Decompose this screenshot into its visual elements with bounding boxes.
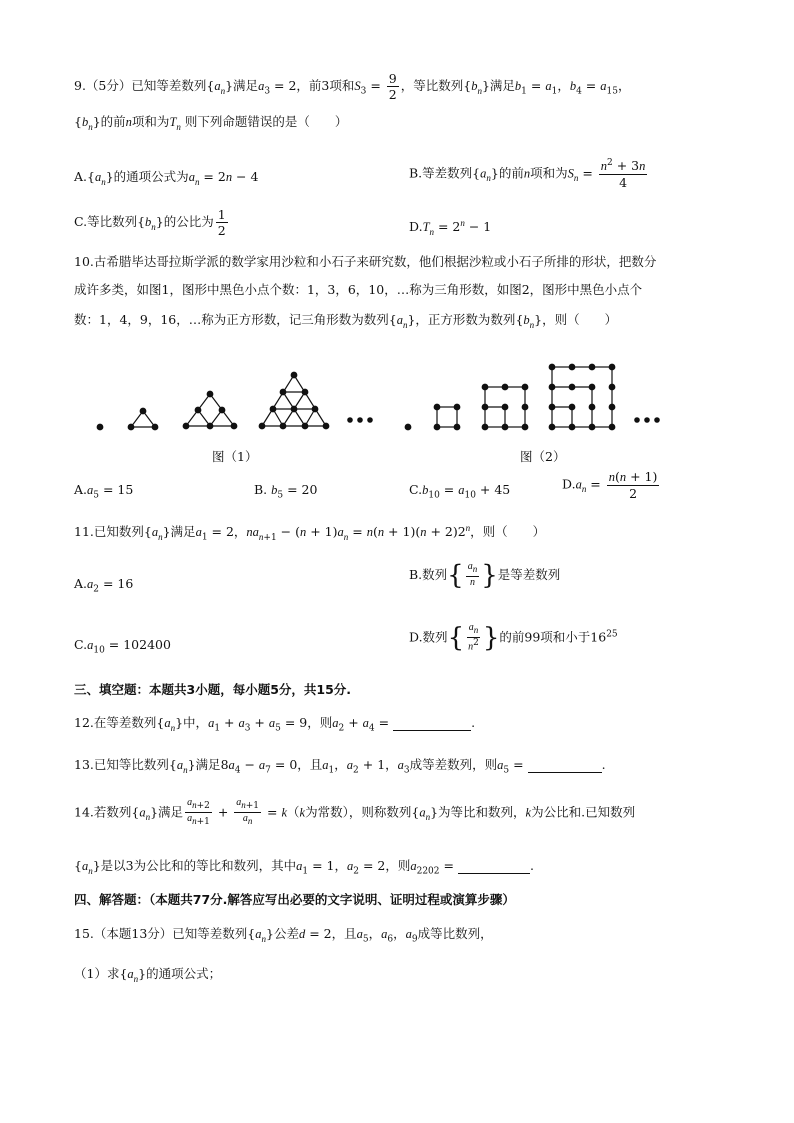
q11-line1: 11.已知数列$\{a_n\}$满足$a_1 = 2$，$na_{n+1} - (n + 1)a_n = n(n + 1)(n + 2)2^n$，则（ ） [74,523,546,543]
ellipsis-dots-2 [635,418,659,422]
q9-option-a: $A.\{a_n\}$的通项公式为$a_n = 2n - 4$ [74,169,259,187]
q10-option-a: $A.a_5 = 15$ [74,482,134,501]
q9-option-b: B.等差数列$\{a_n\}$的前n项和为$S_n$ = $\frac{n^2 + 3n}{4}$ [409,158,646,191]
square-1 [405,424,411,430]
ellipsis-dots-1 [348,418,372,422]
q15-line1: 15.（本题13分）已知等差数列$\{a_n\}$公差d = 2，且$a_5$，$a_6$，$a_9$成等比数列， [74,926,493,945]
q10-line3: 数：1，4，9，16，…称为正方形数，记三角形数为数列$\{a_n\}$，正方形数为数列$\{b_n\}$，则（ ） [74,312,618,330]
q9-option-c: C.等比数列$\{b_n\}$的公比为 $\frac{1}{2}$ [74,207,226,239]
triangle-6-dots [183,391,237,429]
q15-part1: （1）求$\{a_n\}$的通项公式； [74,966,222,984]
answer-blank[interactable] [458,858,530,874]
q14-line2: $\{a_n\}$是以3为公比和的等比和数列，其中$a_1 = 1$，$a_2 = 2$，则$a_{2202}$ = . [74,858,534,877]
section-3-heading: 三、填空题：本题共3小题，每小题5分，共15分. [74,682,352,697]
triangle-1 [97,424,103,430]
triangle-3 [128,408,158,430]
section-4-heading: 四、解答题：（本题共77分.解答应写出必要的文字说明、证明过程或演算步骤） [74,892,515,907]
q9-option-d: $D.T_n = 2^n - 1$ [409,218,492,237]
q14-line1: 14.若数列$\{a_n\}$满足 $\frac{a_{n+2}}{a_{n+1}}$ + $\frac{a_{n+1}}{a_n}$ = k（k为常数），则称数列$\{a_n\}$为等比和数列，k为公比和.已知数列 [74,797,636,828]
square-16-dots [549,364,615,430]
triangle-10 [262,375,326,426]
q11-option-b: B.数列{ $\frac{a_n}{n}$ }是等差数列 [409,560,561,591]
q11-option-a: $A.a_2 = 16$ [74,576,134,595]
q10-option-b: B. $b_5 = 20$ [254,482,318,501]
q11-option-c: $C.a_{10} = 102400$ [74,637,171,656]
q10-option-d: $D.a_n$ = $\frac{n(n + 1)}{2}$ [562,469,658,502]
square-16 [552,367,612,427]
fraction-9-2: $\frac{9}{2}$ [388,71,397,103]
q11-option-d: D.数列{ $\frac{a_n}{n^2}$ }的前99项和小于$16^{25}$ [409,622,618,654]
answer-blank[interactable] [393,715,471,731]
triangle-10-dots [259,372,329,429]
answer-blank[interactable] [528,757,602,773]
q10-line2: 成许多类，如图1，图形中黑色小点个数：1，3，6，10，…称为三角形数，如图2，图形中黑色小点个 [74,282,643,297]
q12: 12.在等差数列$\{a_n\}$中，$a_1 + a_3 + a_5 = 9$，则$a_2 + a_4$ = . [74,715,476,734]
q10-option-c: $C.b_{10} = a_{10} + 45$ [409,482,511,501]
triangle-6 [186,394,234,426]
q9-line2: $\{b_n\}$的前n项和为$T_n$ 则下列命题错误的是（ ） [74,114,348,132]
q10-line1: 10.古希腊毕达哥拉斯学派的数学家用沙粒和小石子来研究数，他们根据沙粒或小石子所排的形状，把数分 [74,254,657,269]
figure-2-caption: 图（2） [520,449,566,464]
q9-line1: 9.（5分）已知等差数列$\{a_n\}$满足$a_3 = 2$，前3项和$S_3$ = $\frac{9}{2}$ ，等比数列$\{b_n\}$满足$b_1 = a_1$，$b_4 = a_{15}$， [74,71,631,103]
figure-1-caption: 图（1） [212,449,258,464]
q13: 13.已知等比数列$\{a_n\}$满足$8a_4 - a_7 = 0$，且$a_1$，$a_2 + 1$，$a_3$成等差数列，则$a_5$ = . [74,757,606,776]
square-4 [434,404,460,430]
